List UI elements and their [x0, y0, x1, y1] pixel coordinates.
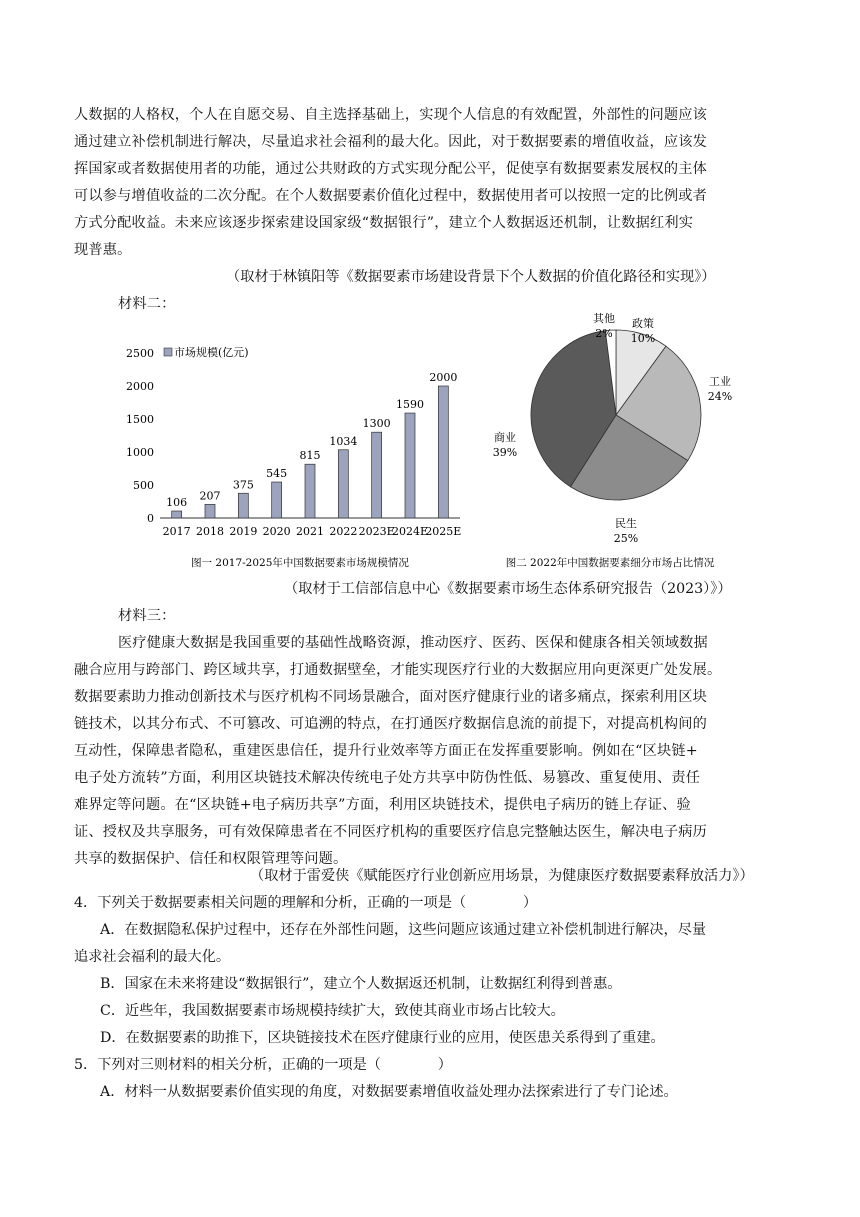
slice-label: 其他	[593, 312, 615, 325]
slice-percent-label: 39%	[492, 446, 518, 459]
slice-percent-label: 24%	[707, 390, 733, 403]
paragraph-line: 电子处方流转”方面，利用区块链技术解决传统电子处方共享中防伪性低、易篡改、重复使用、责任	[74, 770, 701, 786]
slice-percent-label: 10%	[630, 332, 656, 345]
bar-value-label: 207	[199, 489, 221, 503]
option-a-continued: 追求社会福利的最大化。	[74, 949, 231, 965]
bar-value-label: 1590	[396, 398, 424, 412]
slice-percent-label: 25%	[613, 532, 639, 545]
slice-label: 政策	[632, 317, 654, 330]
bar	[405, 413, 415, 518]
paragraph-line: 数据要素助力推动创新技术与医疗机构不同场景融合，面对医疗健康行业的诸多痛点，探索利用区块	[74, 689, 708, 705]
x-tick-label: 2025E	[425, 525, 462, 538]
bar-value-label: 106	[166, 496, 188, 510]
bar-value-label: 815	[299, 449, 321, 463]
paragraph-line: 互动性，保障患者隐私，重建医患信任，提升行业效率等方面正在发挥重要影响。例如在“区块链+	[74, 743, 698, 759]
paragraph-line: 现普惠。	[74, 242, 132, 258]
paragraph-line: 证、授权及共享服务，可有效保障患者在不同医疗机构的重要医疗信息完整触达医生，解决电子病历	[74, 824, 708, 840]
slice-label: 工业	[709, 375, 731, 388]
option-b[interactable]: B．国家在未来将建设“数据银行”，建立个人数据返还机制，让数据红利得到普惠。	[100, 976, 622, 992]
legend-label: 市场规模(亿元)	[174, 346, 249, 359]
bar	[338, 450, 348, 518]
bar	[438, 386, 448, 518]
y-tick-label: 500	[133, 479, 154, 492]
bar-value-label: 2000	[429, 371, 458, 384]
bar-value-label: 1034	[329, 434, 358, 448]
pie-chart	[480, 305, 760, 575]
paragraph-line: 难界定等问题。在“区块链+电子病历共享”方面，利用区块链技术，提供电子病历的链上存证、验	[74, 797, 691, 813]
x-tick-label: 2022	[329, 525, 358, 538]
y-tick-label: 0	[147, 512, 154, 525]
bar	[372, 432, 382, 518]
bar	[238, 493, 248, 518]
x-tick-label: 2019	[229, 525, 258, 538]
paragraph-line: 融合应用与跨部门、跨区域共享，打通数据壁垒，才能实现医疗行业的大数据应用向更深更广处发展。	[74, 662, 722, 678]
y-tick-label: 2000	[126, 380, 154, 393]
y-tick-label: 1500	[126, 413, 154, 426]
paragraph-line: 人数据的人格权，个人在自愿交易、自主选择基础上，实现个人信息的有效配置，外部性的问题应该	[74, 107, 708, 123]
source-citation: （取材于林镇阳等《数据要素市场建设背景下个人数据的价值化路径和实现》）	[226, 269, 716, 285]
bar-value-label: 1300	[362, 417, 391, 431]
bar	[272, 482, 282, 518]
paragraph-line: 共享的数据保护、信任和权限管理等问题。	[74, 851, 348, 867]
slice-label: 商业	[494, 431, 516, 444]
option-a[interactable]: A．在数据隐私保护过程中，还存在外部性问题，这些问题应该通过建立补偿机制进行解决，尽量	[100, 922, 707, 938]
y-tick-label: 1000	[126, 446, 154, 459]
y-tick-label: 2500	[126, 347, 154, 360]
option-a[interactable]: A．材料一从数据要素价值实现的角度，对数据要素增值收益处理办法探索进行了专门论述。	[100, 1084, 678, 1100]
bar-chart	[100, 320, 480, 575]
bar	[205, 504, 215, 518]
x-tick-label: 2017	[162, 525, 191, 538]
paragraph-line: 通过建立补偿机制进行解决，尽量追求社会福利的最大化。因此，对于数据要素的增值收益，应该发	[74, 134, 708, 150]
question-stem: 4．下列关于数据要素相关问题的理解和分析，正确的一项是（ ）	[74, 895, 538, 911]
bar	[172, 511, 182, 518]
paragraph-line: 方式分配收益。未来应该逐步探索建设国家级“数据银行”，建立个人数据返还机制，让数据红利实	[74, 215, 694, 231]
chart-title: 图二 2022年中国数据要素细分市场占比情况	[505, 557, 715, 569]
x-tick-label: 2023E	[358, 525, 395, 538]
material-heading: 材料二：	[118, 296, 176, 312]
source-citation: （取材于雷爱侠《赋能医疗行业创新应用场景，为健康医疗数据要素释放活力》）	[250, 868, 754, 884]
material-heading: 材料三：	[118, 608, 176, 624]
paragraph-line: 可以参与增值收益的二次分配。在个人数据要素价值化过程中，数据使用者可以按照一定的比例或者	[74, 188, 708, 204]
bar	[305, 464, 315, 518]
slice-percent-label: 2%	[595, 327, 613, 340]
option-d[interactable]: D．在数据要素的助推下，区块链接技术在医疗健康行业的应用，使医患关系得到了重建。	[100, 1030, 665, 1046]
legend-swatch	[164, 348, 172, 356]
paragraph-line: 挥国家或者数据使用者的功能，通过公共财政的方式实现分配公平，促使享有数据要素发展权的主体	[74, 161, 708, 177]
bar-value-label: 545	[266, 467, 288, 481]
bar-value-label: 375	[232, 478, 254, 492]
option-c[interactable]: C．近些年，我国数据要素市场规模持续扩大，致使其商业市场占比较大。	[100, 1003, 565, 1019]
chart-title: 图一 2017-2025年中国数据要素市场规模情况	[191, 557, 409, 569]
source-citation: （取材于工信部信息中心《数据要素市场生态体系研究报告（2023）》）	[284, 581, 732, 597]
x-tick-label: 2021	[296, 525, 324, 538]
x-tick-label: 2024E	[391, 525, 429, 538]
paragraph-line: 医疗健康大数据是我国重要的基础性战略资源，推动医疗、医药、医保和健康各相关领域数据	[118, 635, 708, 651]
x-tick-label: 2018	[196, 525, 224, 538]
question-stem: 5．下列对三则材料的相关分析，正确的一项是（ ）	[74, 1057, 452, 1073]
paragraph-line: 链技术，以其分布式、不可篡改、可追溯的特点，在打通医疗数据信息流的前提下，对提高机构间的	[74, 716, 708, 732]
slice-label: 民生	[615, 517, 637, 530]
x-tick-label: 2020	[262, 525, 291, 538]
